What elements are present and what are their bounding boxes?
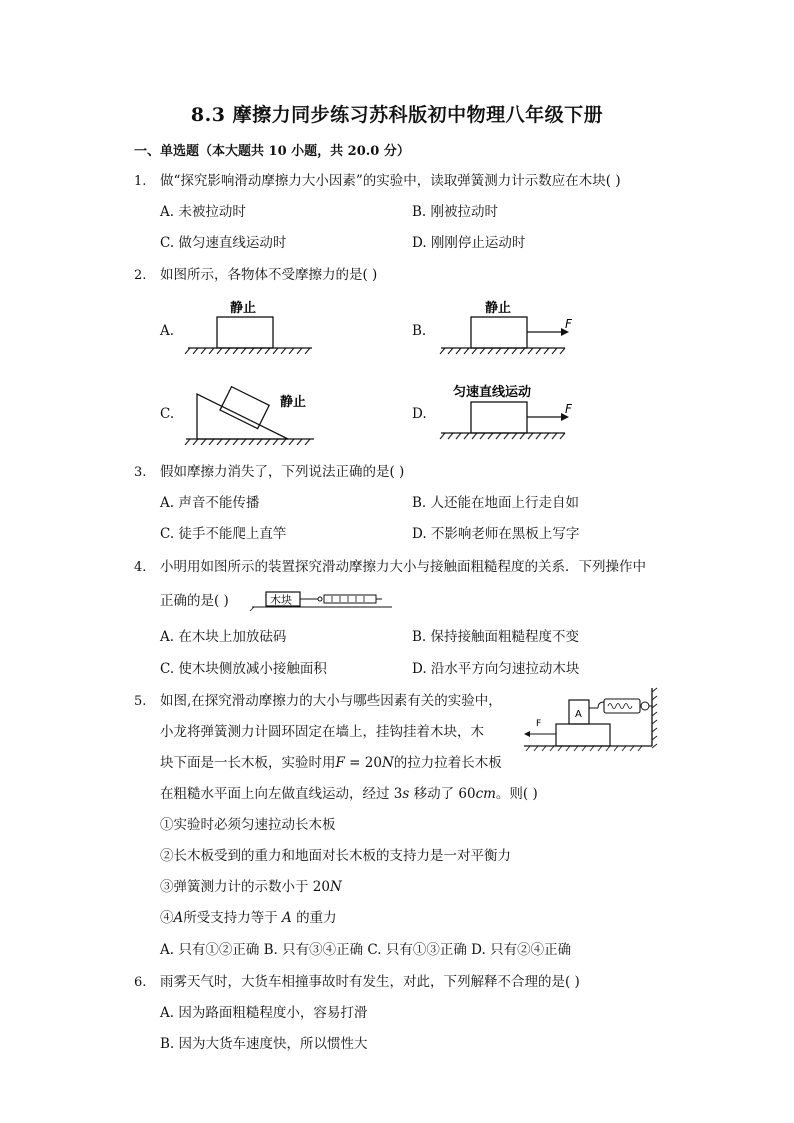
page-title: 8.3 摩擦力同步练习苏科版初中物理八年级下册 — [190, 104, 604, 126]
q2-figure-a — [180, 296, 320, 356]
q4-stem-line1: 小明用如图所示的装置探究滑动摩擦力大小与接触面粗糙程度的关系．下列操作中 — [160, 559, 646, 575]
q6-number: 6. — [134, 975, 147, 990]
q5-figure — [524, 686, 660, 752]
q3-stem: 假如摩擦力消失了，下列说法正确的是( ) — [160, 464, 405, 480]
q4-stem-line2: 正确的是( ) — [160, 593, 229, 609]
q2-option-d: D. — [412, 406, 427, 422]
q2-fig-a-label: 静止 — [230, 301, 257, 316]
q1-stem: 做“探究影响滑动摩擦力大小因素”的实验中，读取弹簧测力计示数应在木块( ) — [160, 173, 621, 189]
q1-number: 1. — [134, 174, 147, 189]
q1-option-d: D. 刚刚停止运动时 — [412, 235, 526, 251]
section-heading: 一、单选题（本大题共 10 小题，共 20.0 分） — [134, 144, 410, 159]
q1-option-a: A. 未被拉动时 — [160, 204, 246, 220]
q2-figure-b — [435, 296, 585, 356]
q3-option-b: B. 人还能在地面上行走自如 — [412, 495, 580, 511]
q5-statement-4: ④𝐴所受支持力等于 𝐴 的重力 — [160, 910, 337, 926]
q2-option-b: B. — [412, 323, 427, 339]
q3-number: 3. — [134, 465, 147, 480]
q2-fig-b-force: F — [565, 317, 572, 331]
q3-option-a: A. 声音不能传播 — [160, 495, 260, 511]
q2-fig-d-force: F — [565, 402, 572, 416]
q2-fig-c-label: 静止 — [280, 395, 307, 410]
q2-figure-c — [180, 376, 320, 448]
q5-fig-a: A — [575, 709, 582, 720]
q5-line3: 块下面是一长木板，实验时用𝐹 = 20𝑁的拉力拉着长木板 — [160, 755, 502, 771]
q2-number: 2. — [134, 268, 147, 283]
q4-figure — [246, 589, 396, 611]
q5-line1: 如图,在探究滑动摩擦力的大小与哪些因素有关的实验中， — [160, 693, 502, 709]
q5-line2: 小龙将弹簧测力计圆环固定在墙上，挂钩挂着木块，木 — [160, 724, 484, 740]
q6-option-b: B. 因为大货车速度快，所以惯性大 — [160, 1036, 368, 1052]
q2-stem: 如图所示，各物体不受摩擦力的是( ) — [160, 267, 378, 283]
q6-option-a: A. 因为路面粗糙程度小，容易打滑 — [160, 1005, 368, 1021]
q4-option-c: C. 使木块侧放减小接触面积 — [160, 661, 327, 677]
q5-options: A. 只有①②正确 B. 只有③④正确 C. 只有①③正确 D. 只有②④正确 — [160, 942, 572, 958]
q6-stem: 雨雾天气时，大货车相撞事故时有发生，对此，下列解释不合理的是( ) — [160, 974, 580, 990]
q2-option-c: C. — [160, 406, 175, 422]
q2-option-a: A. — [160, 323, 175, 339]
q5-statement-3: ③弹簧测力计的示数小于 20𝑁 — [160, 879, 342, 895]
q4-option-d: D. 沿水平方向匀速拉动木块 — [412, 661, 580, 677]
q1-option-c: C. 做匀速直线运动时 — [160, 235, 287, 251]
q5-number: 5. — [134, 694, 147, 709]
q4-number: 4. — [134, 560, 147, 575]
q5-fig-force: F — [536, 719, 542, 729]
q4-fig-block: 木块 — [270, 593, 292, 607]
q3-option-d: D. 不影响老师在黑板上写字 — [412, 526, 580, 542]
q2-fig-b-label: 静止 — [485, 301, 512, 316]
q5-statement-2: ②长木板受到的重力和地面对长木板的支持力是一对平衡力 — [160, 848, 511, 864]
q4-option-b: B. 保持接触面粗糙程度不变 — [412, 629, 580, 645]
q3-option-c: C. 徒手不能爬上直竿 — [160, 526, 287, 542]
q5-line4: 在粗糙水平面上向左做直线运动，经过 3𝑠 移动了 60𝑐𝑚。则( ) — [160, 786, 538, 802]
q2-fig-d-label: 匀速直线运动 — [453, 385, 532, 400]
q5-statement-1: ①实验时必须匀速拉动长木板 — [160, 817, 336, 833]
q4-option-a: A. 在木块上加放砝码 — [160, 629, 287, 645]
q2-figure-d — [435, 380, 585, 442]
q1-option-b: B. 刚被拉动时 — [412, 204, 499, 220]
